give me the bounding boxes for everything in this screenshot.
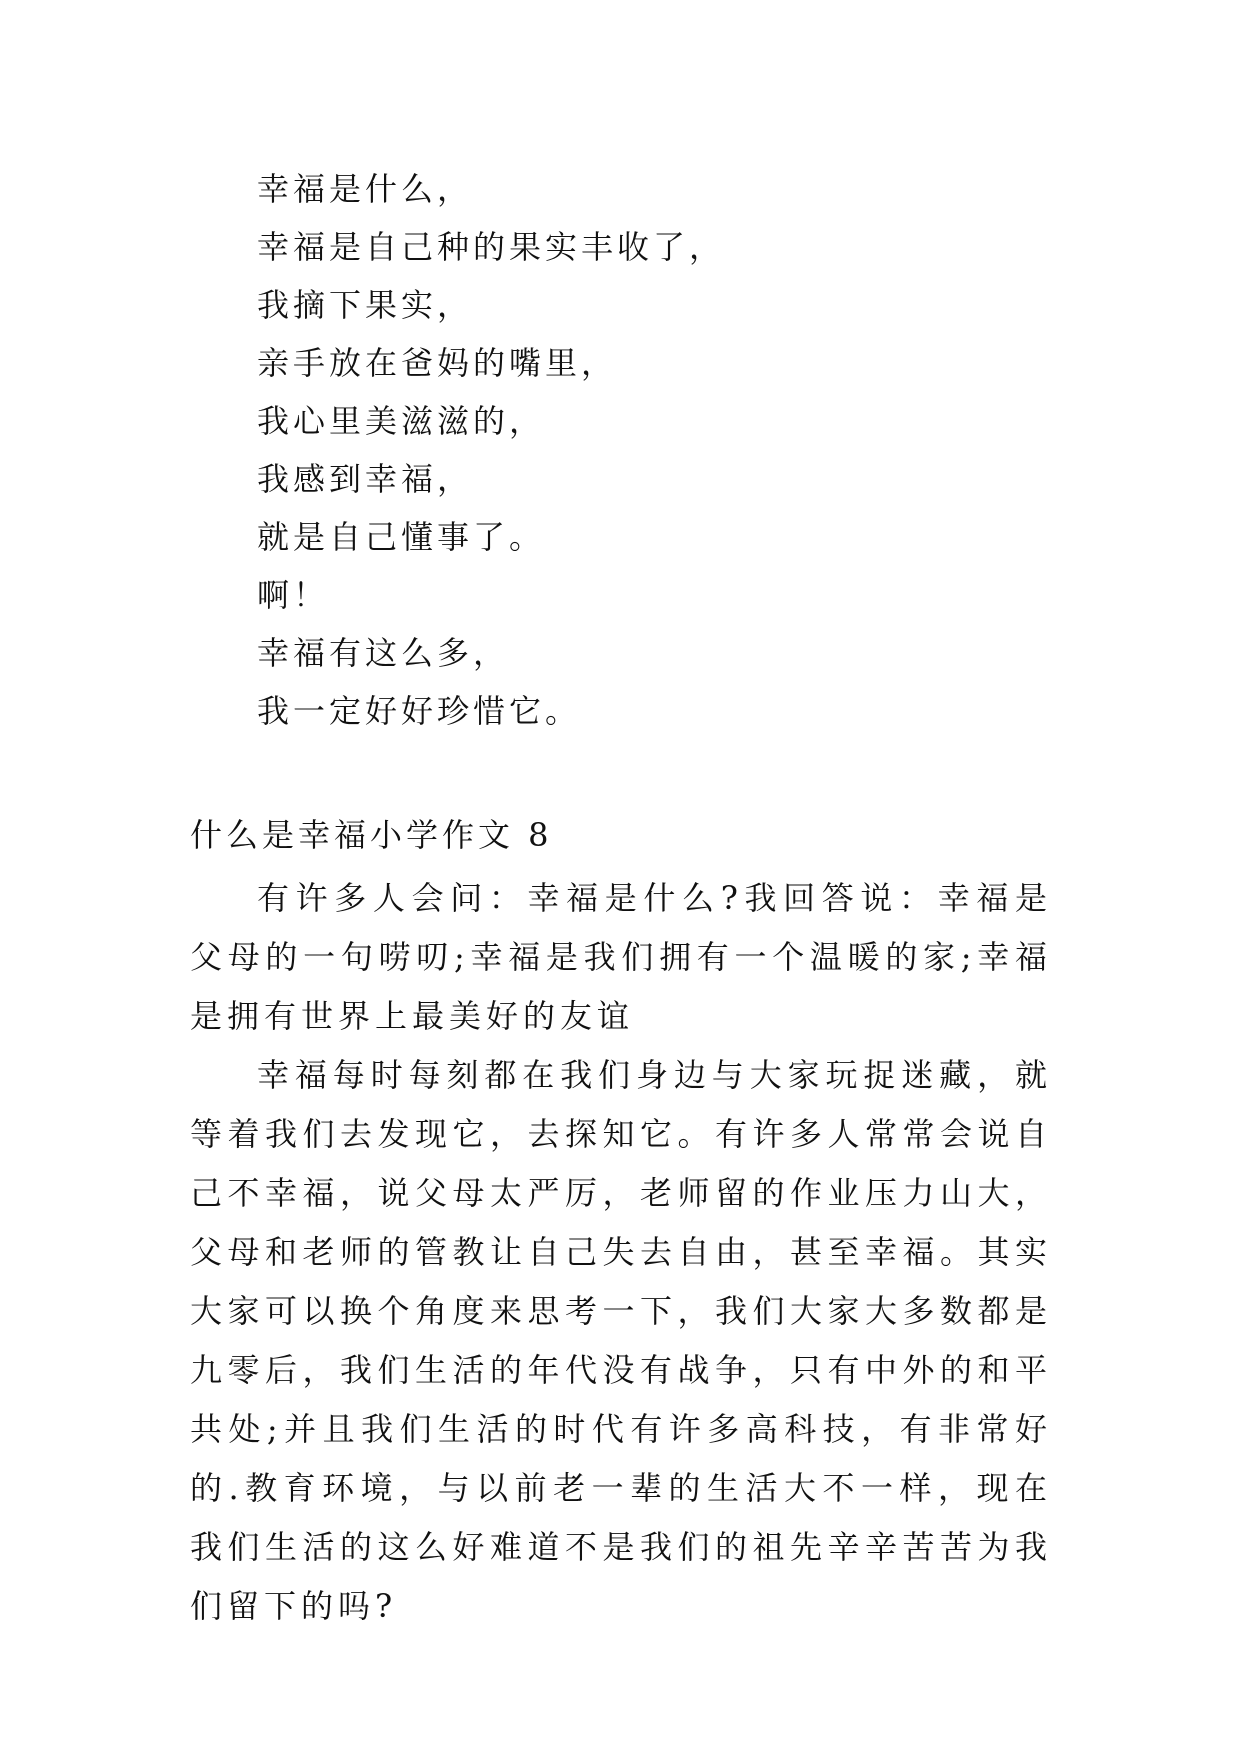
poem-line: 我感到幸福， xyxy=(257,460,474,498)
essay-title: 什么是幸福小学作文 8 xyxy=(190,816,553,854)
poem-line: 幸福是什么， xyxy=(257,170,474,208)
poem-line: 啊！ xyxy=(257,576,330,614)
essay-section xyxy=(190,805,1052,1636)
poem-line: 我一定好好珍惜它。 xyxy=(257,692,582,730)
poem-line: 就是自己懂事了。 xyxy=(257,518,546,556)
poem-line: 我摘下果实， xyxy=(257,286,474,324)
poem-line: 幸福有这么多， xyxy=(257,634,510,672)
poem-line: 我心里美滋滋的， xyxy=(257,402,546,440)
poem-line: 亲手放在爸妈的嘴里， xyxy=(257,344,618,382)
poem-line: 幸福是自己种的果实丰收了， xyxy=(257,228,726,266)
poem-block xyxy=(257,160,1057,740)
essay-paragraph-2: 幸福每时每刻都在我们身边与大家玩捉迷藏，就等着我们去发现它，去探知它。有许多人常常会说自己不幸福，说父母太严厉，老师留的作业压力山大，父母和老师的管教让自己失去自由，甚至幸福。其实大家可以换个角度来思考一下，我们大家大多数都是九零后，我们生活的年代没有战争，只有中外的和平共处;并且我们生活的时代有许多高科技，有非常好的.教育环境，与以前老一辈的生活大不一样，现在我们生活的这么好难道不是我们的祖先辛辛苦苦为我们留下的吗? xyxy=(190,1056,1052,1625)
essay-paragraph-1: 有许多人会问：幸福是什么?我回答说：幸福是父母的一句唠叨;幸福是我们拥有一个温暖的家;幸福是拥有世界上最美好的友谊 xyxy=(190,879,1052,1035)
